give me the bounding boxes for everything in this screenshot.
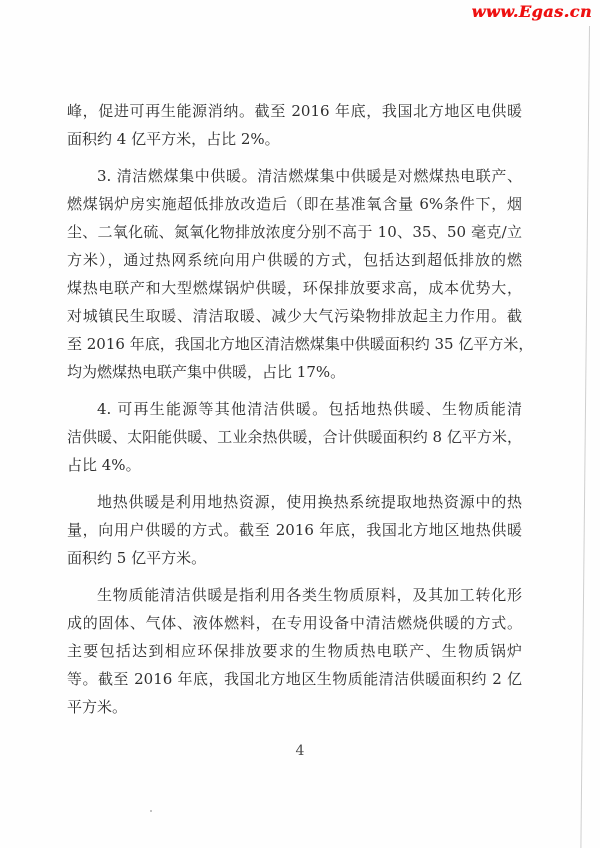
text-line: 对城镇民生取暖、清洁取暖、减少大气污染物排放起主力作用。截 [67, 307, 522, 325]
text-line: 平方米。 [67, 698, 128, 716]
text-line: 地热供暖是利用地热资源，使用换热系统提取地热资源中的热 [97, 493, 522, 511]
scan-artifact-line [580, 26, 590, 848]
text-line: 面积约 5 亿平方米。 [67, 549, 207, 567]
paragraph [67, 97, 522, 153]
document-body [67, 97, 534, 730]
paragraph [67, 395, 522, 479]
text-line: 均为燃煤热电联产集中供暖，占比 17%。 [67, 363, 346, 381]
text-line: 面积约 4 亿平方米，占比 2%。 [67, 130, 280, 148]
text-line: 至 2016 年底，我国北方地区清洁燃煤集中供暖面积约 35 亿平方米， [67, 335, 534, 353]
text-line: 峰，促进可再生能源消纳。截至 2016 年底，我国北方地区电供暖 [67, 102, 522, 120]
text-line: 等。截至 2016 年底，我国北方地区生物质能清洁供暖面积约 2 亿 [67, 670, 522, 688]
text-line: 3. 清洁燃煤集中供暖。清洁燃煤集中供暖是对燃煤热电联产、 [97, 167, 522, 185]
paragraph [67, 581, 522, 721]
text-line: 成的固体、气体、液体燃料，在专用设备中清洁燃烧供暖的方式。 [67, 614, 522, 632]
text-line: 煤热电联产和大型燃煤锅炉供暖，环保排放要求高，成本优势大， [67, 279, 522, 297]
paragraph [67, 488, 522, 572]
scan-speck [150, 810, 152, 812]
text-line: 4. 可再生能源等其他清洁供暖。包括地热供暖、生物质能清 [97, 400, 522, 418]
text-line: 主要包括达到相应环保排放要求的生物质热电联产、生物质锅炉 [67, 642, 522, 660]
watermark-text: www.Egas.cn [471, 2, 592, 21]
text-line: 尘、二氧化硫、氮氧化物排放浓度分别不高于 10、35、50 毫克/立 [67, 223, 522, 241]
text-line: 方米），通过热网系统向用户供暖的方式，包括达到超低排放的燃 [67, 251, 522, 269]
text-line: 生物质能清洁供暖是指利用各类生物质原料，及其加工转化形 [97, 586, 522, 604]
text-line: 量，向用户供暖的方式。截至 2016 年底，我国北方地区地热供暖 [67, 521, 522, 539]
text-line: 洁供暖、太阳能供暖、工业余热供暖，合计供暖面积约 8 亿平方米， [67, 428, 522, 446]
paragraph [67, 162, 534, 386]
page-number: 4 [295, 743, 305, 759]
text-line: 占比 4%。 [67, 456, 141, 474]
text-line: 燃煤锅炉房实施超低排放改造后（即在基准氧含量 6%条件下，烟 [67, 195, 522, 213]
